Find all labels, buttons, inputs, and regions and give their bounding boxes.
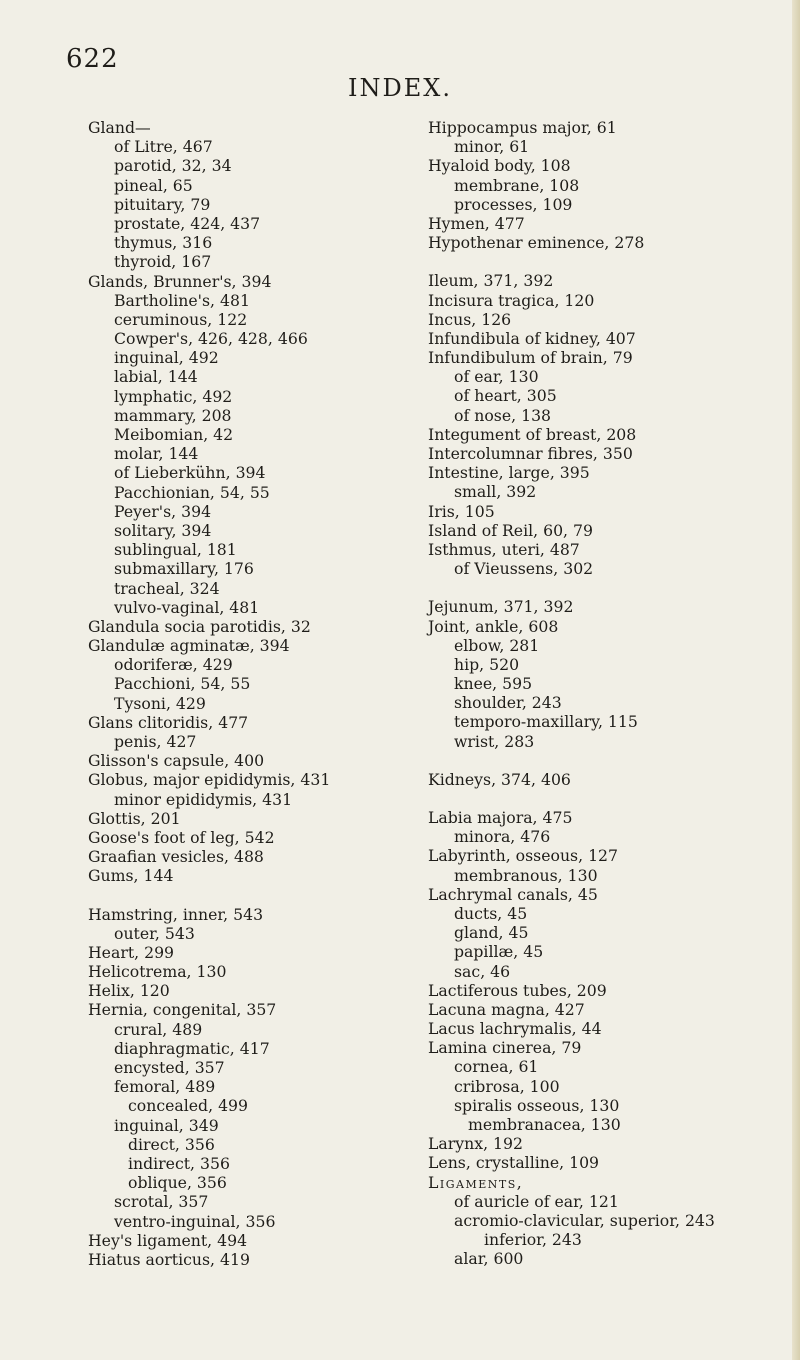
index-subentry: cribrosa, 100 (454, 1076, 560, 1096)
index-entry: Labyrinth, osseous, 127 (428, 846, 619, 866)
index-subentry: of nose, 138 (454, 405, 552, 425)
index-subentry: parotid, 32, 34 (114, 156, 232, 176)
index-subentry: cornea, 61 (454, 1057, 539, 1077)
index-subentry: ventro-inguinal, 356 (114, 1211, 276, 1231)
index-subentry: tracheal, 324 (114, 578, 220, 598)
index-subentry: ducts, 45 (454, 903, 528, 923)
page-number: 622 (66, 44, 119, 74)
index-subentry: inguinal, 349 (114, 1115, 219, 1135)
index-subentry: labial, 144 (114, 367, 198, 387)
index-entry: Glans clitoridis, 477 (88, 712, 249, 732)
index-subentry: penis, 427 (114, 732, 197, 751)
index-entry: Infundibula of kidney, 407 (428, 328, 636, 348)
index-subentry: of Litre, 467 (114, 137, 213, 157)
index-entry: Iris, 105 (428, 501, 495, 521)
index-entry: Glottis, 201 (88, 808, 181, 828)
index-subentry: membranacea, 130 (468, 1115, 621, 1134)
index-subentry: spiralis osseous, 130 (454, 1095, 620, 1115)
index-subentry: minor epididymis, 431 (114, 789, 293, 809)
index-subentry: solitary, 394 (114, 520, 212, 540)
index-subentry: of heart, 305 (454, 386, 557, 406)
index-subentry: shoulder, 243 (454, 693, 562, 713)
index-subentry: ceruminous, 122 (114, 309, 248, 329)
index-entry: Heart, 299 (88, 942, 175, 962)
index-entry: Joint, ankle, 608 (428, 616, 559, 636)
index-entry: Infundibulum of brain, 79 (428, 348, 633, 368)
index-entry: Hippocampus major, 61 (428, 118, 617, 137)
index-subentry: Pacchionian, 54, 55 (114, 482, 270, 502)
index-entry: Gums, 144 (88, 866, 174, 886)
index-subentry: molar, 144 (114, 444, 199, 464)
index-column-left (88, 118, 418, 1269)
index-entry: Hernia, congenital, 357 (88, 1000, 277, 1020)
index-entry: Graafian vesicles, 488 (88, 847, 264, 867)
index-column-right (428, 118, 800, 1269)
index-subentry: oblique, 356 (128, 1173, 227, 1193)
entry-gap (88, 886, 418, 905)
index-subentry: of ear, 130 (454, 367, 539, 387)
index-subentry: knee, 595 (454, 674, 533, 694)
index-entry: Ligaments, (428, 1172, 524, 1192)
index-entry: Hiatus aorticus, 419 (88, 1249, 250, 1269)
index-entry: Helicotrema, 130 (88, 962, 227, 982)
index-subentry: Meibomian, 42 (114, 425, 234, 444)
index-subentry: vulvo-vaginal, 481 (114, 597, 260, 617)
index-subentry: indirect, 356 (128, 1153, 230, 1173)
index-entry: Jejunum, 371, 392 (428, 597, 574, 617)
index-subentry: pineal, 65 (114, 175, 193, 195)
index-subentry: encysted, 357 (114, 1058, 225, 1077)
index-entry: Isthmus, uteri, 487 (428, 539, 580, 559)
index-entry: Helix, 120 (88, 981, 170, 1001)
index-subentry: submaxillary, 176 (114, 559, 254, 579)
index-subentry: minor, 61 (454, 137, 530, 157)
index-subentry: scrotal, 357 (114, 1192, 209, 1212)
index-subentry: Pacchioni, 54, 55 (114, 674, 251, 694)
index-entry: Lactiferous tubes, 209 (428, 980, 607, 1000)
index-subentry: mammary, 208 (114, 405, 232, 425)
index-subentry: of auricle of ear, 121 (454, 1191, 619, 1211)
index-subentry: direct, 356 (128, 1134, 215, 1154)
index-subentry: femoral, 489 (114, 1077, 216, 1097)
index-entry: Lachrymal canals, 45 (428, 884, 598, 904)
index-subentry: wrist, 283 (454, 731, 535, 751)
index-subentry: acromio-clavicular, superior, 243 (454, 1210, 715, 1230)
index-subentry: Cowper's, 426, 428, 466 (114, 329, 308, 349)
index-entry: Glisson's capsule, 400 (88, 751, 265, 771)
running-head: INDEX. (348, 74, 452, 102)
index-subentry: minora, 476 (454, 827, 551, 847)
entry-gap (428, 252, 800, 271)
index-subentry: of Vieussens, 302 (454, 559, 594, 579)
index-entry: Glands, Brunner's, 394 (88, 271, 272, 291)
index-entry: Labia majora, 475 (428, 808, 573, 827)
index-subentry: inferior, 243 (484, 1230, 582, 1250)
index-subentry: thyroid, 167 (114, 252, 212, 272)
index-entry: Hymen, 477 (428, 213, 525, 233)
index-entry: Kidneys, 374, 406 (428, 769, 571, 789)
index-subentry: outer, 543 (114, 923, 195, 943)
index-subentry: prostate, 424, 437 (114, 213, 261, 233)
index-subentry: inguinal, 492 (114, 348, 219, 368)
index-subentry: pituitary, 79 (114, 194, 211, 214)
index-entry: Hyaloid body, 108 (428, 156, 571, 176)
index-subentry: concealed, 499 (128, 1096, 249, 1116)
index-subentry: alar, 600 (454, 1249, 524, 1269)
index-entry: Gland— (88, 118, 151, 137)
index-subentry: diaphragmatic, 417 (114, 1038, 270, 1058)
index-subentry: membranous, 130 (454, 865, 598, 885)
index-subentry: thymus, 316 (114, 233, 213, 253)
index-entry: Glandula socia parotidis, 32 (88, 616, 311, 636)
index-entry: Incus, 126 (428, 309, 512, 329)
index-subentry: crural, 489 (114, 1019, 203, 1039)
index-entry: Hey's ligament, 494 (88, 1230, 248, 1250)
index-subentry: of Lieberkühn, 394 (114, 463, 266, 483)
index-subentry: sublingual, 181 (114, 540, 237, 560)
index-subentry: lymphatic, 492 (114, 386, 233, 406)
entry-gap (428, 578, 800, 597)
index-entry: Globus, major epididymis, 431 (88, 770, 331, 790)
index-subentry: gland, 45 (454, 923, 529, 943)
index-entry: Integument of breast, 208 (428, 424, 637, 444)
index-subentry: Peyer's, 394 (114, 501, 212, 521)
index-subentry: small, 392 (454, 482, 537, 502)
index-entry: Intestine, large, 395 (428, 463, 590, 483)
index-subentry: papillæ, 45 (454, 942, 544, 962)
index-subentry: odoriferæ, 429 (114, 655, 233, 675)
index-entry: Goose's foot of leg, 542 (88, 827, 275, 847)
index-subentry: hip, 520 (454, 654, 520, 674)
index-subentry: elbow, 281 (454, 635, 540, 655)
index-entry: Incisura tragica, 120 (428, 290, 595, 310)
index-entry: Lamina cinerea, 79 (428, 1038, 582, 1058)
index-subentry: sac, 46 (454, 961, 511, 981)
index-subentry: Tysoni, 429 (114, 693, 206, 713)
entry-gap (428, 789, 800, 808)
index-entry: Hamstring, inner, 543 (88, 904, 264, 924)
index-entry: Larynx, 192 (428, 1134, 523, 1154)
index-subentry: membrane, 108 (454, 175, 580, 195)
index-entry: Ileum, 371, 392 (428, 271, 554, 291)
index-entry: Glandulæ agminatæ, 394 (88, 636, 290, 656)
index-entry: Lacus lachrymalis, 44 (428, 1019, 602, 1039)
index-subentry: Bartholine's, 481 (114, 290, 250, 310)
index-entry: Hypothenar eminence, 278 (428, 233, 645, 253)
entry-gap (428, 751, 800, 770)
index-entry: Lacuna magna, 427 (428, 999, 585, 1019)
index-entry: Intercolumnar fibres, 350 (428, 444, 633, 463)
page-edge (792, 0, 800, 1360)
index-subentry: temporo-maxillary, 115 (454, 712, 638, 732)
index-subentry: processes, 109 (454, 194, 573, 214)
index-entry: Island of Reil, 60, 79 (428, 520, 593, 540)
index-entry: Lens, crystalline, 109 (428, 1153, 600, 1173)
